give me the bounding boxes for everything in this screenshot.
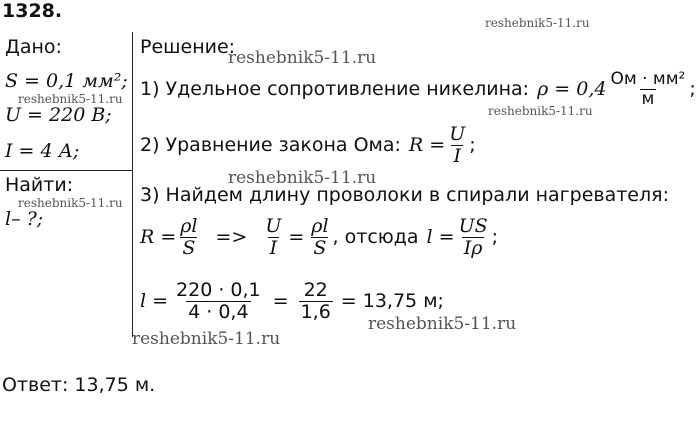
eq2-equals: = [272,290,289,313]
eq2-lhs: l = [140,290,169,313]
watermark: reshebnik5-11.ru [485,16,590,30]
eq1-numerator2: U [265,215,282,237]
eq1-l: l = [426,226,455,249]
given-label: Дано: [5,36,62,58]
given-current: I = 4 А; [5,140,80,162]
step2-fraction [447,124,467,167]
eq2-fraction2 [299,280,333,323]
vertical-divider [132,32,133,337]
eq1-fraction2 [263,216,283,259]
eq1-fraction3 [309,216,330,259]
step1-line [140,70,696,108]
watermark: reshebnik5-11.ru [18,196,123,210]
eq2-numerator2: 22 [303,279,328,301]
find-label: Найти: [5,174,74,196]
eq1-numerator4: US [458,215,488,237]
watermark: reshebnik5-11.ru [228,48,377,68]
step1-end: ; [689,78,696,101]
step1-fraction [608,70,687,108]
step2-end: ; [469,134,476,157]
answer: Ответ: 13,75 м. [2,374,156,396]
watermark: reshebnik5-11.ru [368,314,517,334]
step1-numerator: Ом · мм² [610,69,686,89]
watermark: reshebnik5-11.ru [228,168,377,188]
step1-denominator: м [641,88,655,109]
watermark: reshebnik5-11.ru [132,329,281,349]
eq1-fraction4 [457,216,490,259]
eq1-denominator4: Iρ [463,236,483,259]
problem-number: 1328. [2,0,63,22]
equation1-line [140,216,498,259]
eq1-lhs: R = [140,226,177,249]
eq1-arrow: => [215,226,248,249]
find-length: l– ?; [5,208,44,230]
solution-label: Решение: [140,36,236,58]
eq1-fraction1 [178,216,199,259]
given-voltage: U = 220 В; [5,104,112,126]
eq1-numerator3: ρl [311,215,329,237]
horizontal-divider [0,170,132,171]
step1-text: 1) Удельное сопротивление никелина: [140,78,530,101]
watermark: reshebnik5-11.ru [18,92,123,106]
step2-denominator: I [453,144,461,167]
eq2-fraction1 [174,280,263,323]
eq1-end: ; [491,226,499,249]
eq2-denominator2: 1,6 [300,300,331,323]
watermark: reshebnik5-11.ru [488,104,593,118]
step2-lhs: R = [408,134,446,157]
step2-text: 2) Уравнение закона Ома: [140,134,401,157]
eq1-numerator1: ρl [180,215,198,237]
eq1-denominator3: S [313,236,327,259]
eq2-result: = 13,75 м; [340,290,444,313]
step2-line [140,124,476,167]
eq2-denominator1: 4 · 0,4 [188,300,249,323]
given-area: S = 0,1 мм²; [5,70,128,92]
step2-numerator: U [449,123,466,145]
step1-lhs: ρ = 0,4 [537,78,607,101]
eq1-text: , отсюда [332,226,419,249]
eq1-equals: = [288,226,305,249]
eq1-denominator2: I [269,236,278,259]
eq2-numerator1: 220 · 0,1 [176,279,261,301]
eq1-denominator1: S [182,236,196,259]
step3-text: 3) Найдем длину проволоки в спирали нагревателя: [140,184,669,206]
